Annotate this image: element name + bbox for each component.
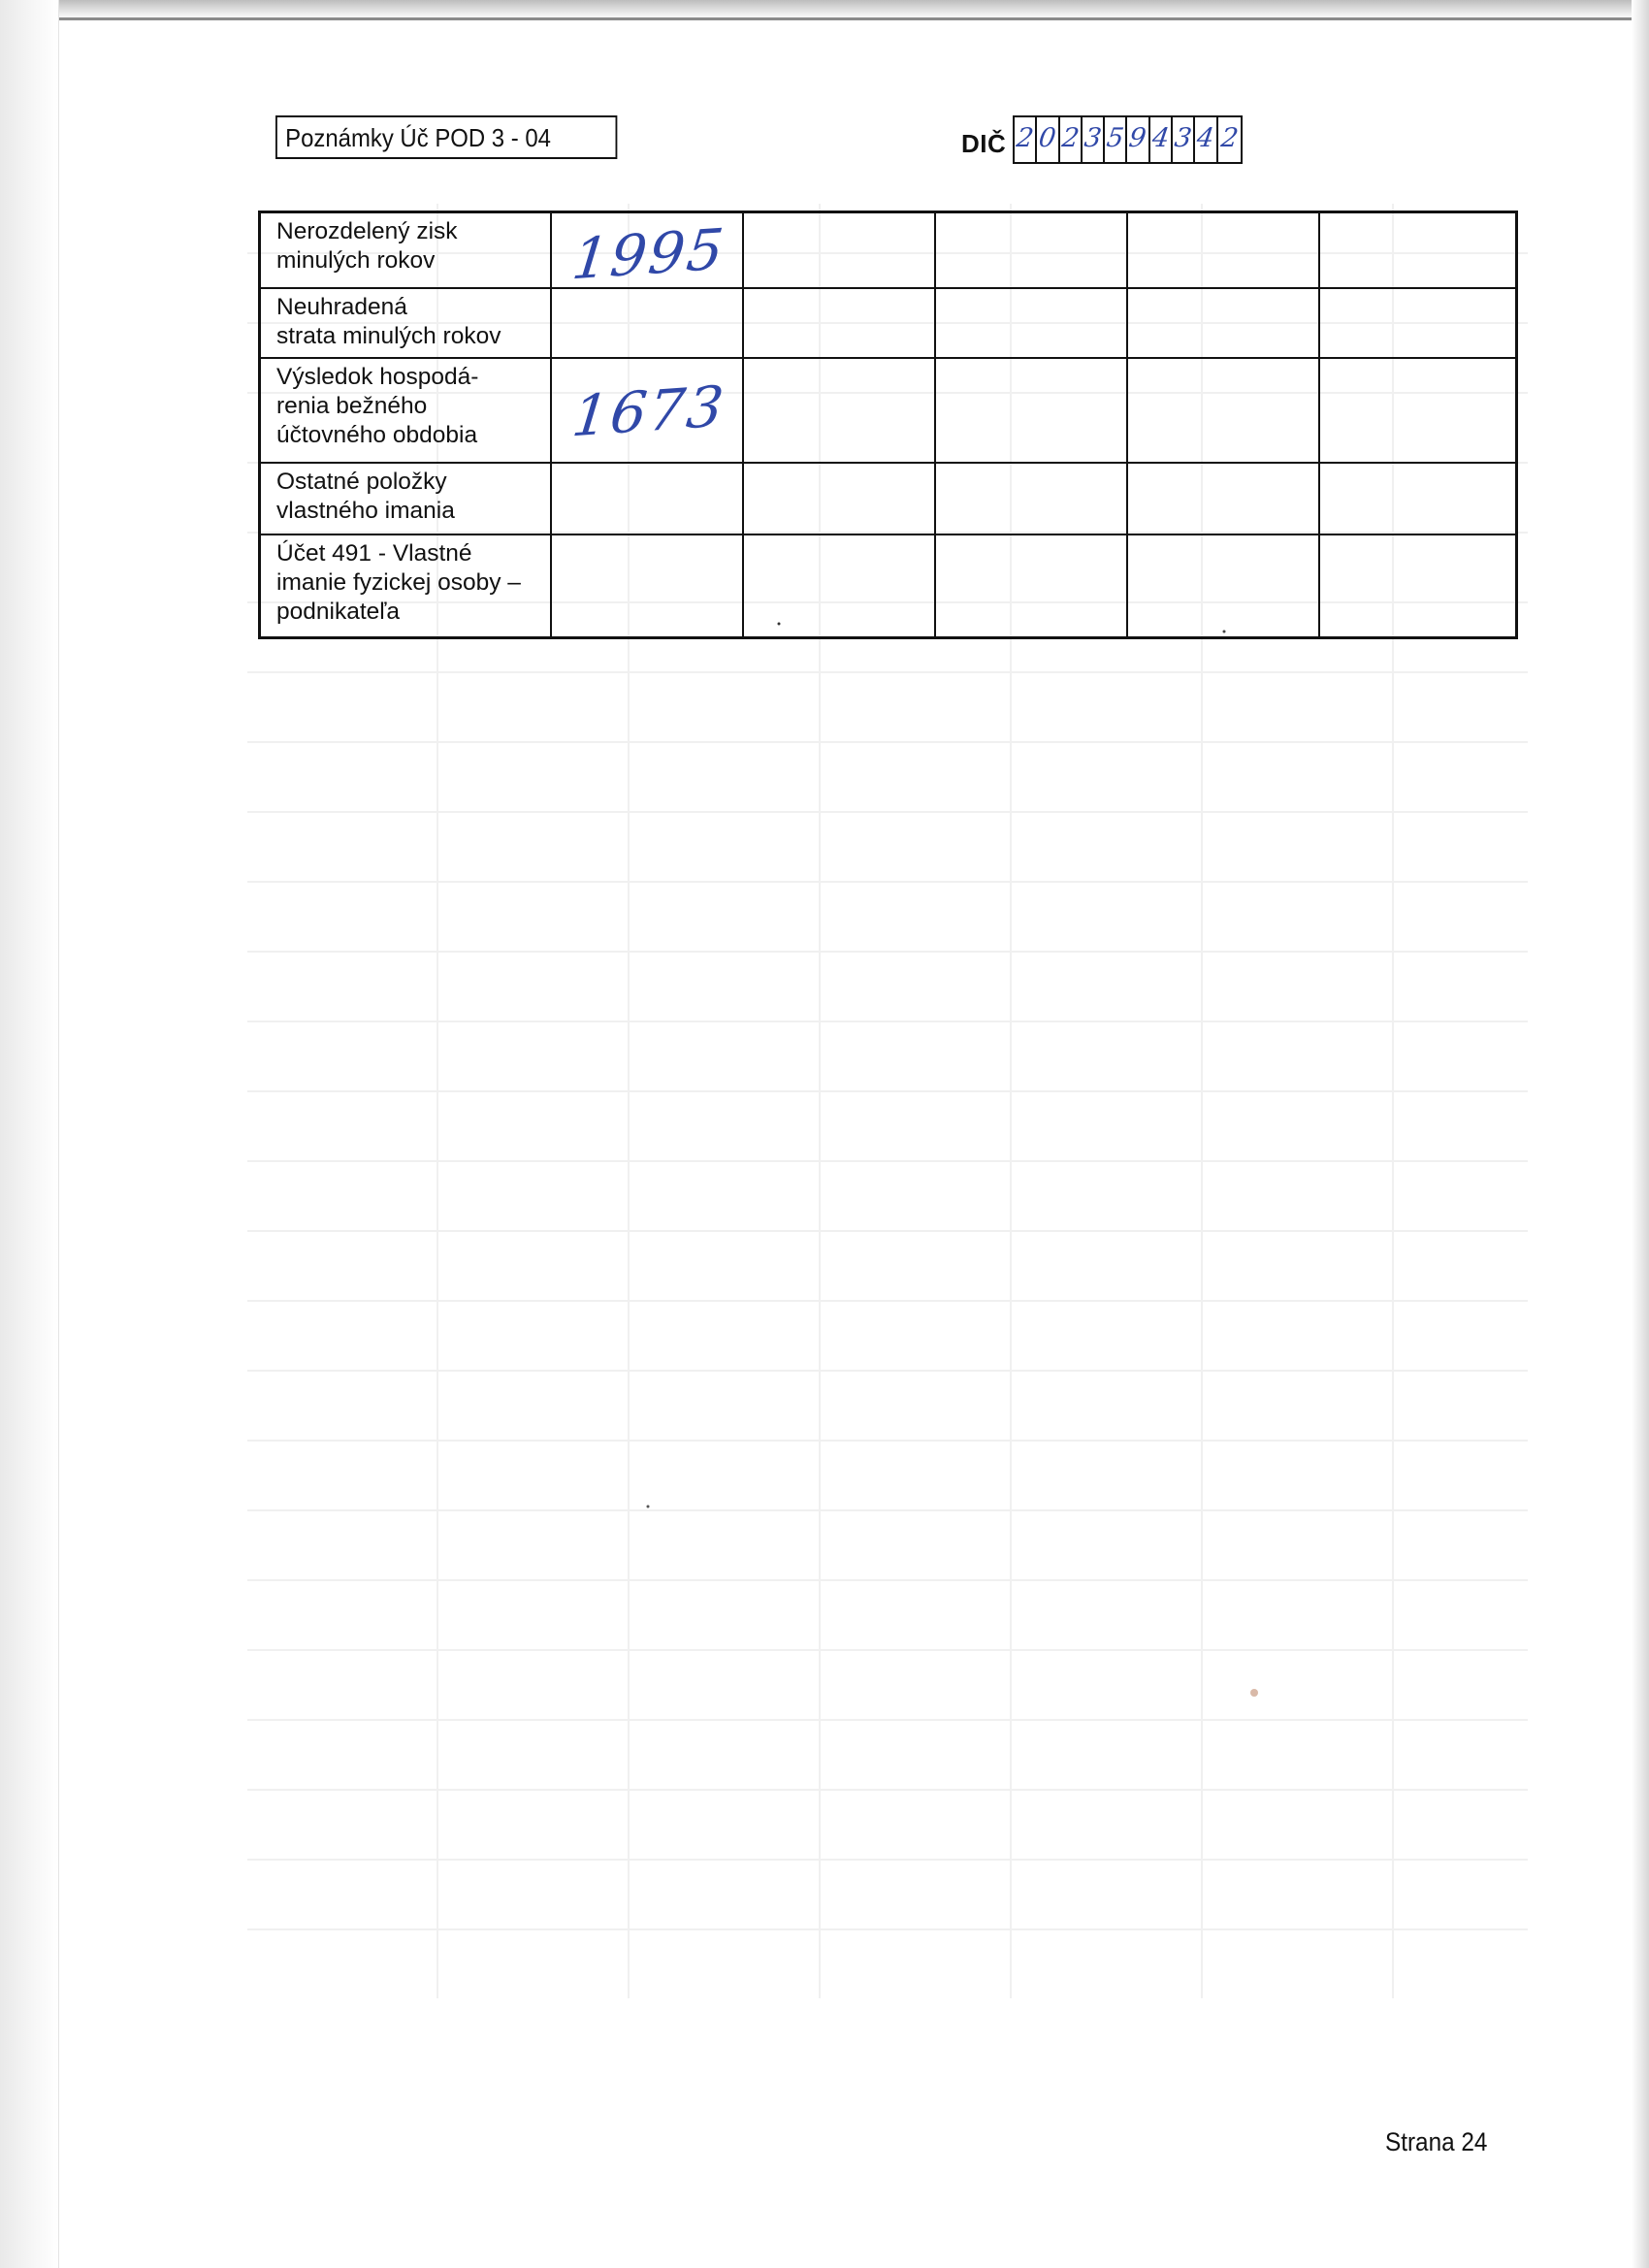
row-label-line: minulých rokov — [276, 247, 436, 274]
row-label-line: vlastného imania — [276, 498, 455, 524]
dic-digit: 0 — [1037, 123, 1058, 153]
dic-digit: 2 — [1059, 123, 1082, 153]
dic-digit: 4 — [1149, 123, 1172, 153]
dic-digit: 4 — [1195, 123, 1216, 153]
speck — [647, 1506, 650, 1508]
handwritten-value: 1673 — [568, 373, 728, 450]
row-label-line: Ostatné položky — [276, 469, 447, 495]
row-label-line: účtovného obdobia — [276, 422, 478, 448]
row-label-line: Nerozdelený zisk — [276, 218, 458, 244]
dic-digit: 9 — [1127, 123, 1148, 153]
speck — [778, 623, 781, 626]
row-label-line: Výsledok hospodá- — [276, 364, 479, 390]
page-number: Strana 24 — [1385, 2127, 1488, 2156]
dic-digit: 2 — [1014, 123, 1036, 153]
row-label-line: Neuhradená — [276, 294, 407, 320]
row-label-line: renia bežného — [276, 393, 428, 419]
row-label-line: Účet 491 - Vlastné — [276, 540, 472, 567]
dic-digit: 3 — [1082, 123, 1104, 153]
row-label-line: imanie fyzickej osoby – — [276, 569, 521, 596]
handwritten-value: 1995 — [568, 215, 728, 293]
dic-digit: 2 — [1218, 123, 1241, 153]
dic-label: DIČ — [961, 129, 1007, 158]
speck — [1250, 1689, 1258, 1697]
row-label-line: strata minulých rokov — [276, 323, 501, 349]
speck — [1223, 631, 1226, 633]
dic-digit: 5 — [1105, 123, 1126, 153]
form-title-box: Poznámky Úč POD 3 - 04 — [275, 115, 617, 159]
dic-digit: 3 — [1172, 123, 1194, 153]
row-label-line: podnikateľa — [276, 599, 401, 625]
